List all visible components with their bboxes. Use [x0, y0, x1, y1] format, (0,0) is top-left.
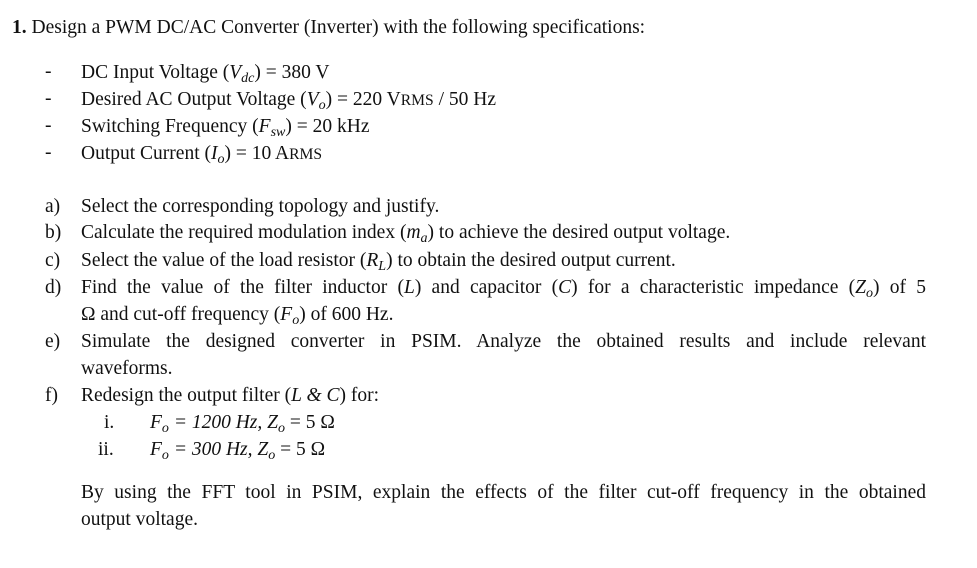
- problem-title: [12, 16, 645, 40]
- question-f-conclusion-line2: output voltage.: [81, 509, 198, 530]
- question-f-item-i-label: i.: [104, 412, 115, 433]
- question-f-label: f): [45, 385, 58, 406]
- question-e-line2: waveforms.: [81, 358, 173, 379]
- spec-output-current: Output Current $(I_o) = 10$ ARMS: [81, 143, 323, 168]
- question-d-line1: Find the value of the filter inductor (L) and capacitor (C) for a characteristic impedance $(Z_o)$ of 5: [81, 277, 926, 302]
- question-a-text: Select the corresponding topology and justify.: [81, 196, 440, 217]
- question-f-item-ii-label: ii.: [98, 439, 114, 460]
- question-b-label: b): [45, 222, 62, 243]
- spec-ac-output-voltage: Desired AC Output Voltage $(V_o) = 220$ VRMS / 50 Hz: [81, 89, 496, 114]
- question-b-text: Calculate the required modulation index $(m_a)$ to achieve the desired output voltage.: [81, 222, 731, 247]
- question-e-label: e): [45, 331, 61, 352]
- spec-bullet: -: [45, 88, 52, 109]
- question-f-item-i-text: $F_o = 1200$ Hz, $Z_o = 5$ Ω: [150, 412, 335, 437]
- question-f-item-ii-text: $F_o = 300$ Hz, $Z_o = 5$ Ω: [150, 439, 326, 464]
- question-c-label: c): [45, 250, 61, 271]
- question-d-label: d): [45, 277, 62, 298]
- question-e-line1: Simulate the designed converter in PSIM. Analyze the obtained results and include relevant: [81, 331, 926, 352]
- question-a-label: a): [45, 196, 61, 217]
- question-f-text: Redesign the output filter (L & C) for:: [81, 385, 380, 406]
- spec-bullet: -: [45, 115, 52, 136]
- problem-number: 1.: [12, 17, 27, 38]
- spec-dc-input-voltage: DC Input Voltage $(V_{dc}) = 380$ V: [81, 62, 330, 87]
- problem-title-text: Design a PWM DC/AC Converter (Inverter) with the following specifications:: [31, 17, 646, 38]
- question-c-text: Select the value of the load resistor $(R_L)$ to obtain the desired output current.: [81, 250, 676, 275]
- spec-switching-frequency: Switching Frequency $(F_{sw}) = 20$ kHz: [81, 116, 370, 141]
- spec-bullet: -: [45, 142, 52, 163]
- question-f-conclusion-line1: By using the FFT tool in PSIM, explain the effects of the filter cut-off frequency in the obtained: [81, 482, 926, 503]
- spec-bullet: -: [45, 61, 52, 82]
- question-d-line2: Ω and cut-off frequency $(F_o)$ of 600 Hz.: [81, 304, 394, 329]
